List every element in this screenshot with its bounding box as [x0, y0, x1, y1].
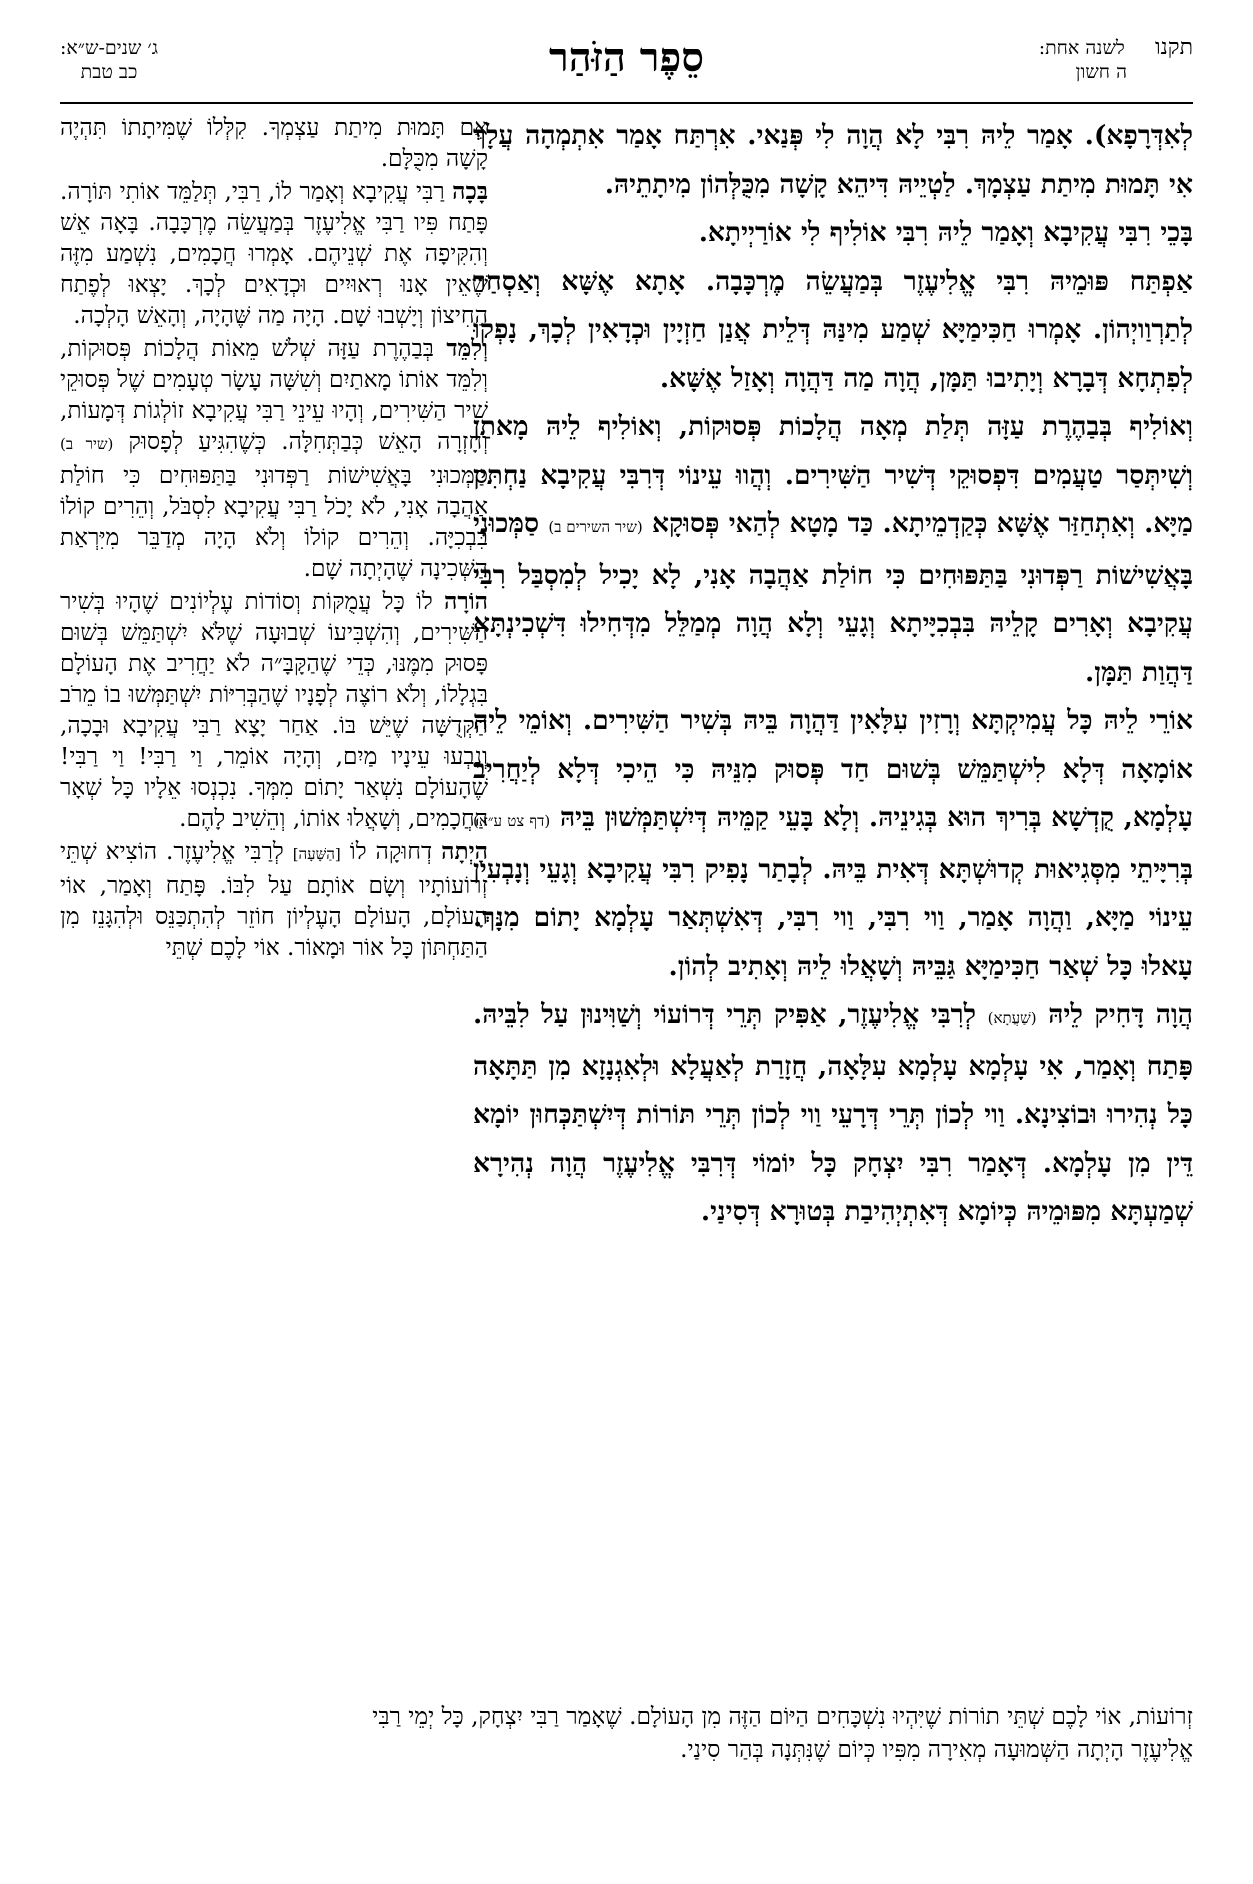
page-reference: (דף צט ע״א): [473, 812, 551, 830]
aramaic-text: לְרִבִּי אֱלִיעֶזֶר, אַפִּיק תְּרֵי דְּרוֹעוֹי וְשַׁוִּינוּן עַל לִבֵּיהּ. פָּתַח וְאָמַר, אִי עָלְמָא עָלְמָא עִלָּאָה, חֲזָרַת לְאַעֲלָא וּלְאִגְנָזָא מִן תַּתָּאָה כָּל נְהִירוּ וּבוֹצִינָא. וַוי לְכוֹן תְּרֵי דְּרָעֵי וַוי לְכוֹן תְּרֵי תּוֹרוֹת דְּיִשְׁתַּכְּחוּן יוֹמָא דֵּין מִן עָלְמָא. דְּאָמַר רִבִּי יִצְחָק כָּל יוֹמוֹי דְּרִבִּי אֱלִיעֶזֶר הֲוָה נְהִירָא שְׁמַעְתָּא מִפּוּמֵיהּ כְּיוֹמָא דְּאִתְיְהִיבַת בְּטוּרָא דְּסִינַי.: [473, 999, 1193, 1227]
textual-note: [הַשָּׁעָה]: [292, 845, 341, 863]
aramaic-paragraph-5: [473, 697, 1193, 991]
aramaic-text: אַפְתַּח פּוּמֵיהּ רִבִּי אֱלִיעֶזֶר בְּמַעֲשֵׂה מֶרְכָּבָה. אָתָא אֶשָּׁא וְאַסְחַר לְתַרְוַויְהוֹן. אָמְרוּ חַכִּימַיָּא שְׁמַע מִינַּהּ דְּלֵית אֲנַן חַזְיָין וּכְדָאִין לְכָךְ, נָפְקוּ לְפִתְחָא דְּבָרָא וְיָתִיבוּ תַּמָּן, הֲוָה מַה דַּהֲוָה וְאָזַל אֶשָּׁא.: [473, 265, 1193, 394]
paragraph-headword: הוֹרָה: [444, 588, 488, 615]
hebrew-text: סַמְּכוּנִי בָּאֲשִׁישׁוֹת רַפְּדוּנִי בַּתַּפּוּחִים כִּי חוֹלַת אַהֲבָה אָנִי, לֹא יָכֹל רַבִּי עֲקִיבָא לִסְבֹּל, וְהֵרִים קוֹלוֹ בִּבְכִיָּה. וְהֵרִים קוֹלוֹ וְלֹא הָיָה מְדַבֵּר מִיִּרְאַת הַשְּׁכִינָה שֶׁהָיְתָה שָׁם.: [60, 462, 488, 582]
scripture-reference: (שיר השירים ב): [548, 518, 643, 536]
aramaic-paragraph-1: [473, 112, 1193, 209]
paragraph-headword: הָיְתָה: [441, 838, 488, 865]
aramaic-text: סַמְּכוּנִי בָּאֲשִׁישׁוֹת רַפְּדוּנִי בַּתַּפּוּחִים כִּי חוֹלַת אַהֲבָה אָנִי, לָא יָכִיל לְמִסְבַּל רִבִּי עֲקִיבָא וְאָרִים קָלֵיהּ בִּבְכִיָּיתָא וְגָעֵי וְלָא הֲוָה מְמַלֵּל מִדְּחִילוּ דִּשְׁכִינְתָּא דַּהֲוַת תַּמָּן.: [473, 508, 1193, 688]
paragraph-headword: וְלִמֵּד: [446, 335, 488, 362]
aramaic-text: לְאִדְּרָפָא). אָמַר לֵיהּ רִבִּי לָא הֲוָה לִי פְּנַאי. אִרְתַּח אָמַר אִתְמְהָה עֲלָךְ אִי תָּמוּת מִיתַת עַצְמָךְ. לַטְיֵיהּ דִּיהֵא קָשָׁה מִכֻּלְּהוֹן מִיתָתֵיהּ.: [473, 120, 1193, 200]
hebrew-paragraph-4: [60, 586, 488, 834]
header-schedule-date: ה חשון: [1075, 61, 1127, 83]
hebrew-text: רַבִּי עֲקִיבָא וְאָמַר לוֹ, רַבִּי, תְּלַמֵּד אוֹתִי תּוֹרָה. פָּתַח פִּיו רַבִּי אֱלִיעֶזֶר בְּמַעֲשֵׂה מֶרְכָּבָה. בָּאָה אֵשׁ וְהִקִּיפָה אֶת שְׁנֵיהֶם. אָמְרוּ חֲכָמִים, נִשְׁמַע מִזֶּה שֶׁאֵין אָנוּ רְאוּיִים וּכְדָאִים לְכָךְ. יָצְאוּ לְפֶתַח הַחִיצוֹן וְיָשְׁבוּ שָׁם. הָיָה מַה שֶּׁהָיָה, וְהָאֵשׁ הָלְכָה.: [60, 178, 488, 329]
hebrew-paragraph-3: [60, 333, 488, 584]
hebrew-paragraph-5: [60, 836, 488, 963]
hebrew-paragraph-1: [60, 112, 488, 174]
aramaic-paragraph-3: [473, 258, 1193, 404]
hebrew-text: לְרַבִּי אֱלִיעֶזֶר. הוֹצִיא שְׁתֵּי זְרוֹעוֹתָיו וְשָׂם אוֹתָם עַל לִבּוֹ. פָּתַח וְאָמַר, אוֹי הָעוֹלָם, הָעוֹלָם הָעֶלְיוֹן חוֹזֵר לְהִתְכַּנֵּס וּלְהִגָּנֵז מִן הַתַּחְתּוֹן כָּל אוֹר וּמָאוֹר. אוֹי לָכֶם שְׁתֵּי: [60, 838, 488, 961]
hebrew-paragraph-2: [60, 176, 488, 331]
header-section-label: תקנו: [1155, 35, 1193, 60]
header-left-schedule: ג׳ שנים-ש״א:: [60, 37, 159, 59]
header-left-info: [60, 36, 158, 84]
textual-note: (שַׁעֲתָא): [987, 1009, 1037, 1027]
page-title: סֵפֶר הַזֹּהַר: [549, 34, 704, 81]
aramaic-paragraph-4: [473, 403, 1193, 697]
continuation-line: אֱלִיעֶזֶר הָיְתָה הַשְּׁמוּעָה מְאִירָה מִפִּיו כְּיוֹם שֶׁנִּתְּנָה בְּהַר סִינַי.: [680, 1736, 1193, 1763]
header-schedule-label: לשנה אחת:: [1038, 37, 1125, 59]
continuation-line: זְרוֹעוֹת, אוֹי לָכֶם שְׁתֵּי תוֹרוֹת שֶׁיִּהְיוּ נִשְׁכָּחִים הַיּוֹם הַזֶּה מִן הָעוֹלָם. שֶׁאָמַר רַבִּי יִצְחָק, כָּל יְמֵי רַבִּי: [372, 1703, 1193, 1730]
hebrew-text: דְחוּקָה לוֹ: [349, 838, 433, 865]
aramaic-paragraph-6: [473, 991, 1193, 1237]
header-divider: [60, 102, 1193, 104]
hebrew-text: לוֹ כָּל עֲמֻקּוֹת וְסוֹדוֹת עֶלְיוֹנִים שֶׁהָיוּ בְּשִׁיר הַשִּׁירִים, וְהִשְׁבִּיעוֹ שְׁבוּעָה שֶׁלֹּא יִשְׁתַּמֵּשׁ בְּשׁוּם פָּסוּק מִמֶּנּוּ, כְּדֵי שֶׁהַקָּבָּ״ה לֹא יַחֲרִיב אֶת הָעוֹלָם בִּגְלָלוֹ, וְלֹא רוֹצֶה לְפָנָיו שֶׁהַבְּרִיּוֹת יִשְׁתַּמְּשׁוּ בוֹ מֵרֹב הַקְּדֻשָּׁה שֶׁיֵּשׁ בּוֹ. אַחַר יָצָא רַבִּי עֲקִיבָא וּבָכָה, וְנָבְעוּ עֵינָיו מַיִם, וְהָיָה אוֹמֵר, וַי רַבִּי! וַי רַבִּי! שֶׁהָעוֹלָם נִשְׁאַר יָתוֹם מִמְּךָ. נִכְנְסוּ אֵלָיו כָּל שְׁאָר הַחֲכָמִים, וְשָׁאֲלוּ אוֹתוֹ, וְהֵשִׁיב לָהֶם.: [60, 588, 488, 832]
aramaic-text: בְּרִיָּיתֵי מִסְּגִיאוּת קְדוּשְׁתָּא דְּאִית בֵּיהּ. לְבָתַר נָפִיק רִבִּי עֲקִיבָא וְגָעֵי וְנָבְעִין עֵינוֹי מַיָּא, וַהֲוָה אָמַר, וַוי רִבִּי, וַוי רִבִּי, דְּאִשְׁתְּאַר עָלְמָא יָתוֹם מִנָּךְ. עָאלוּ כָּל שְׁאַר חַכִּימַיָּא גַּבֵּיהּ וְשָׁאֲלוּ לֵיהּ וְאָתִיב לְהוֹן.: [473, 853, 1193, 982]
header-left-date: כב טבת: [80, 61, 138, 83]
aramaic-text: אוֹרֵי לֵיהּ כָּל עֲמִיקְתָּא וְרָזִין עִלָּאִין דַּהֲוָה בֵּיהּ בְּשִׁיר הַשִּׁירִים. וְאוֹמֵי לֵיהּ אוֹמָאָה דְּלָא לִישְׁתַּמֵּשׁ בְּשׁוּם חַד פְּסוּק מִנֵּיהּ כִּי הֵיכִי דְּלָא לְיַחֲרִיב עָלְמָא, קֻדְשָׁא בְּרִיךְ הוּא בְּגִינֵיהּ. וְלָא בָּעֵי קַמֵּיהּ דְּיִשְׁתַּמְּשׁוּן בֵּיהּ: [473, 705, 1193, 833]
hebrew-continuation: [60, 1700, 1193, 1780]
aramaic-paragraph-2: [473, 209, 1193, 258]
hebrew-text: אִם תָּמוּת מִיתַת עַצְמְךָ. קִלְּלוֹ שֶׁמִּיתָתוֹ תִּהְיֶה קָשָׁה מִכֻּלָּם.: [60, 114, 488, 172]
scripture-reference: (שיר ב): [60, 435, 114, 453]
aramaic-text: הֲוָה דָּחִיק לֵיהּ: [1048, 999, 1193, 1030]
hebrew-text: בְּבַהֶרֶת עַזָּה שְׁלֹשׁ מֵאוֹת הֲלָכוֹת פְּסוּקוֹת, וְלִמֵּד אוֹתוֹ מָאתַיִם וְשִׁשָּׁה עָשָׂר טְעָמִים שֶׁל פְּסוּקֵי שִׁיר הַשִּׁירִים, וְהָיוּ עֵינֵי רַבִּי עֲקִיבָא זוֹלְגוֹת דְּמָעוֹת, וְחָזְרָה הָאֵשׁ כְּבַתְּחִלָּה. כְּשֶׁהִגִּיעַ לְפָסוּק: [60, 335, 488, 455]
hebrew-column: [60, 112, 488, 1692]
aramaic-text: וְאוֹלִיף בְּבַהֶרֶת עַזָּה תְּלַת מְאָה הֲלָכוֹת פְּסוּקוֹת, וְאוֹלִיף לֵיהּ מָאתַן וְשִׁיתְּסַר טַעֲמִים דִּפְסוּקֵי דְּשִׁיר הַשִּׁירִים. וְהֲווּ עֵינוֹי דְּרִבִּי עֲקִיבָא נַחְתִּין מַיָּא. וְאִתְחַזַּר אֶשָּׁא כְּקַדְמֵיתָא. כַּד מָטָא לְהַאי פְּסוּקָא: [473, 411, 1193, 539]
aramaic-text: בָּכֵי רִבִּי עֲקִיבָא וְאָמַר לֵיהּ רִבִּי אוֹלִיף לִי אוֹרַיְיתָא.: [698, 217, 1193, 248]
paragraph-headword: בָּכָה: [452, 178, 488, 205]
page-header: [60, 32, 1193, 92]
aramaic-column: [473, 112, 1193, 1682]
